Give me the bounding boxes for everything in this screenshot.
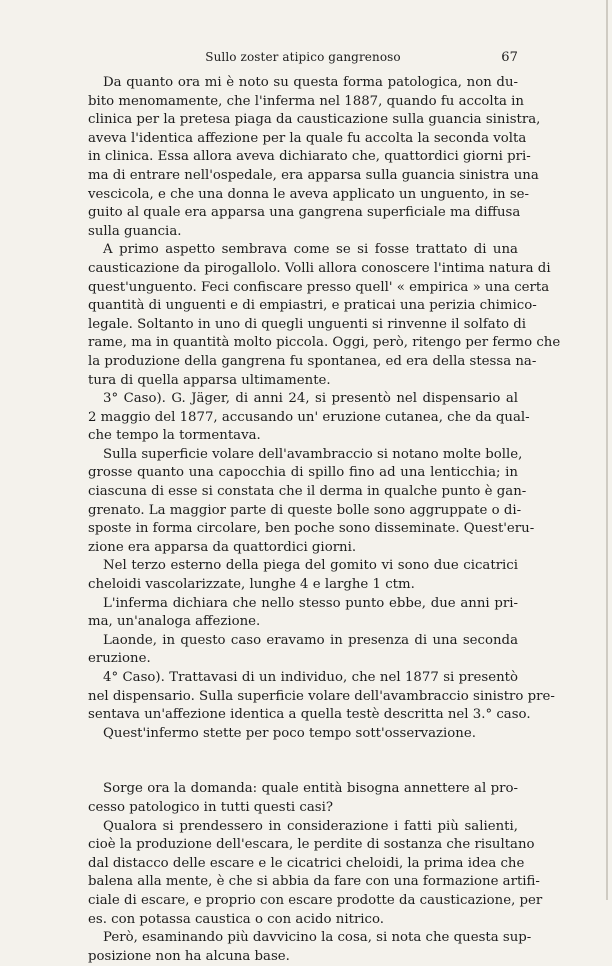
- text-line: posizione non ha alcuna base.: [88, 948, 290, 964]
- text-line: aveva l'identica affezione per la quale fu accolta la seconda volta: [88, 130, 527, 146]
- text-line: 4° Caso). Trattavasi di un individuo, che nel 1877 si presentò: [103, 670, 518, 685]
- section-gap: [88, 743, 518, 780]
- running-header: [88, 50, 518, 68]
- text-line: Nel terzo esterno della piega del gomito vi sono due cicatrici: [103, 558, 518, 574]
- text-line: Quest'infermo stette per poco tempo sott'osservazione.: [103, 725, 476, 741]
- text-line: causticazione da pirogallolo. Volli allora conoscere l'intima natura di: [88, 260, 551, 276]
- text-line: Sorge ora la domanda: quale entità bisogna annettere al pro-: [103, 781, 518, 797]
- text-line: es. con potassa caustica o con acido nitrico.: [88, 911, 384, 927]
- text-line: ma, un'analoga affezione.: [88, 614, 261, 630]
- text-line: quantità di unguenti e di empiastri, e praticai una perizia chimico-: [88, 298, 537, 314]
- text-line: vescicola, e che una donna le aveva applicato un unguento, in se-: [88, 186, 530, 202]
- text-line: nel dispensario. Sulla superficie volare dell'avambraccio sinistro pre-: [88, 688, 555, 704]
- text-line: eruzione.: [88, 651, 151, 667]
- text-line: sulla guancia.: [88, 223, 182, 239]
- text-line: bito menomamente, che l'inferma nel 1887, quando fu accolta in: [88, 93, 524, 109]
- text-line: rame, ma in quantità molto piccola. Oggi, però, ritengo per fermo che: [88, 335, 561, 351]
- text-line: Da quanto ora mi è noto su questa forma patologica, non du-: [103, 75, 518, 90]
- text-line: sentava un'affezione identica a quella testè descritta nel 3.° caso.: [88, 707, 531, 723]
- text-line: ciascuna di esse si constata che il derma in qualche punto è gan-: [88, 484, 527, 500]
- text-line: in clinica. Essa allora aveva dichiarato che, quattordici giorni pri-: [88, 149, 531, 165]
- text-line: A primo aspetto sembrava come se si fosse trattato di una: [103, 242, 518, 258]
- text-line: quest'unguento. Feci confiscare presso quell' « empirica » una certa: [88, 279, 550, 295]
- page-number: 67: [501, 50, 518, 65]
- text-line: clinica per la pretesa piaga da causticazione sulla guancia sinistra,: [88, 112, 541, 128]
- text-line: dal distacco delle escare e le cicatrici cheloidi, la prima idea che: [88, 855, 525, 871]
- text-line: legale. Soltanto in uno di quegli unguenti si rinvenne il solfato di: [88, 316, 527, 332]
- page-edge: [606, 0, 608, 900]
- text-line: zione era apparsa da quattordici giorni.: [88, 539, 357, 555]
- text-line: Qualora si prendessero in considerazione i fatti più salienti,: [103, 818, 518, 834]
- page-text: [88, 74, 561, 966]
- text-line: L'inferma dichiara che nello stesso punto ebbe, due anni pri-: [103, 595, 518, 611]
- text-line: 3° Caso). G. Jäger, di anni 24, si presentò nel dispensario al: [103, 391, 518, 407]
- text-line: cioè la produzione dell'escara, le perdite di sostanza che risultano: [88, 837, 535, 853]
- text-line: Laonde, in questo caso eravamo in presenza di una seconda: [103, 632, 518, 648]
- text-line: grosse quanto una capocchia di spillo fino ad una lenticchia; in: [88, 465, 518, 481]
- text-line: sposte in forma circolare, ben poche sono disseminate. Quest'eru-: [88, 521, 535, 537]
- text-line: guito al quale era apparsa una gangrena superficiale ma diffusa: [88, 205, 521, 221]
- text-line: Però, esaminando più davvicino la cosa, si nota che questa sup-: [103, 930, 532, 946]
- running-title: Sullo zoster atipico gangrenoso: [205, 50, 401, 64]
- text-line: Sulla superficie volare dell'avambraccio si notano molte bolle,: [103, 446, 523, 462]
- text-line: ciale di escare, e proprio con escare prodotte da causticazione, per: [88, 892, 543, 908]
- text-line: 2 maggio del 1877, accusando un' eruzione cutanea, che da qual-: [88, 409, 530, 425]
- text-line: cheloidi vascolarizzate, lunghe 4 e larghe 1 ctm.: [88, 577, 415, 593]
- text-line: che tempo la tormentava.: [88, 428, 261, 444]
- text-line: cesso patologico in tutti questi casi?: [88, 799, 333, 815]
- text-line: grenato. La maggior parte di queste bolle sono aggruppate o di-: [88, 502, 522, 518]
- text-line: balena alla mente, è che si abbia da fare con una formazione artifi-: [88, 874, 540, 890]
- text-line: la produzione della gangrena fu spontanea, ed era della stessa na-: [88, 353, 537, 369]
- text-line: tura di quella apparsa ultimamente.: [88, 372, 331, 388]
- text-line: ma di entrare nell'ospedale, era apparsa sulla guancia sinistra una: [88, 167, 539, 183]
